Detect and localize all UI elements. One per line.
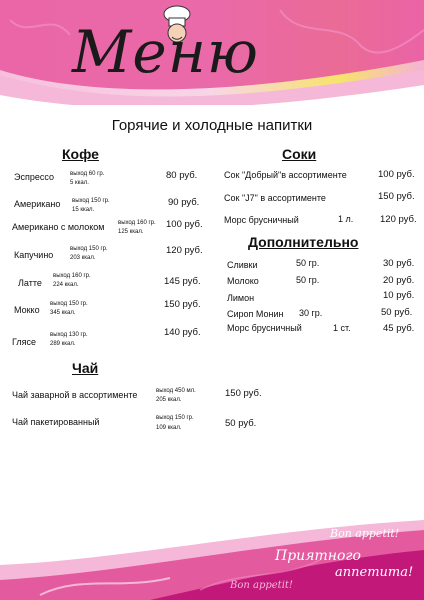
section-title-coffee: Кофе <box>62 146 99 162</box>
item-price: 90 руб. <box>168 197 200 208</box>
item-price: 50 руб. <box>225 418 257 429</box>
subtitle: Горячие и холодные напитки <box>111 117 313 134</box>
item-price: 20 руб. <box>383 275 415 286</box>
item-price: 100 руб. <box>378 169 415 180</box>
item-name: Глясе <box>12 337 36 347</box>
item-name: Морс брусничный <box>224 215 299 225</box>
item-name: Эспрессо <box>14 172 54 182</box>
item-price: 120 руб. <box>380 214 417 225</box>
item-name: Капучино <box>14 250 54 260</box>
item-name: Мокко <box>14 305 40 315</box>
item-price: 145 руб. <box>164 276 201 287</box>
item-name: Американо <box>14 199 61 209</box>
item-name: Молоко <box>227 276 259 286</box>
item-calories: 109 ккал. <box>156 425 182 431</box>
item-price: 120 руб. <box>166 245 203 256</box>
item-name: Чай пакетированный <box>12 417 100 427</box>
item-name: Сливки <box>227 260 258 270</box>
item-calories: 224 ккал. <box>53 282 79 288</box>
item-price: 10 руб. <box>383 290 415 301</box>
item-qty: 30 гр. <box>299 308 323 318</box>
item-calories: 289 ккал. <box>50 341 76 347</box>
item-yield: выход 450 мл. <box>156 388 196 394</box>
item-name: Латте <box>18 278 42 288</box>
header-banner <box>0 0 424 105</box>
footer-text-priyatnogo: Приятного <box>275 548 361 564</box>
item-qty: 50 гр. <box>296 258 320 268</box>
footer-text-bon-appetit: Bon appetit! <box>330 527 400 540</box>
item-price: 30 руб. <box>383 258 415 269</box>
item-price: 50 руб. <box>381 307 413 318</box>
item-price: 80 руб. <box>166 170 198 181</box>
item-price: 100 руб. <box>166 219 203 230</box>
item-yield: выход 150 гр. <box>70 246 108 252</box>
item-price: 140 руб. <box>164 327 201 338</box>
item-price: 150 руб. <box>378 191 415 202</box>
item-price: 150 руб. <box>225 388 262 399</box>
item-yield: выход 160 гр. <box>118 220 156 226</box>
item-calories: 205 ккал. <box>156 397 182 403</box>
item-name: Сок "J7" в ассортименте <box>224 193 326 203</box>
item-qty: 1 ст. <box>333 323 351 333</box>
item-calories: 345 ккал. <box>50 310 76 316</box>
section-title-tea: Чай <box>72 360 99 376</box>
item-yield: выход 130 гр. <box>50 332 88 338</box>
item-yield: выход 150 гр. <box>72 198 110 204</box>
section-title-extra: Дополнительно <box>248 234 359 250</box>
item-name: Чай заварной в ассортименте <box>12 390 138 400</box>
item-calories: 203 ккал. <box>70 255 96 261</box>
item-qty: 1 л. <box>338 214 354 224</box>
item-calories: 5 ккал. <box>70 180 89 186</box>
item-price: 150 руб. <box>164 299 201 310</box>
item-name: Лимон <box>227 293 255 303</box>
footer-text-appetita: аппетита! <box>335 565 414 580</box>
item-name: Сироп Монин <box>227 309 284 319</box>
item-calories: 15 ккал. <box>72 207 95 213</box>
item-yield: выход 60 гр. <box>70 171 105 177</box>
item-qty: 50 гр. <box>296 275 320 285</box>
item-name: Морс брусничный <box>227 323 302 333</box>
item-yield: выход 150 гр. <box>156 415 194 421</box>
item-yield: выход 160 гр. <box>53 273 91 279</box>
page-title: Меню <box>72 18 259 86</box>
item-name: Сок "Добрый"в ассортименте <box>224 170 347 180</box>
footer-text-bon-appetit-faded: Bon appetit! <box>230 580 293 591</box>
item-price: 45 руб. <box>383 323 415 334</box>
section-title-juices: Соки <box>282 146 317 162</box>
item-calories: 125 ккал. <box>118 229 144 235</box>
item-yield: выход 150 гр. <box>50 301 88 307</box>
item-name: Американо с молоком <box>12 222 105 232</box>
